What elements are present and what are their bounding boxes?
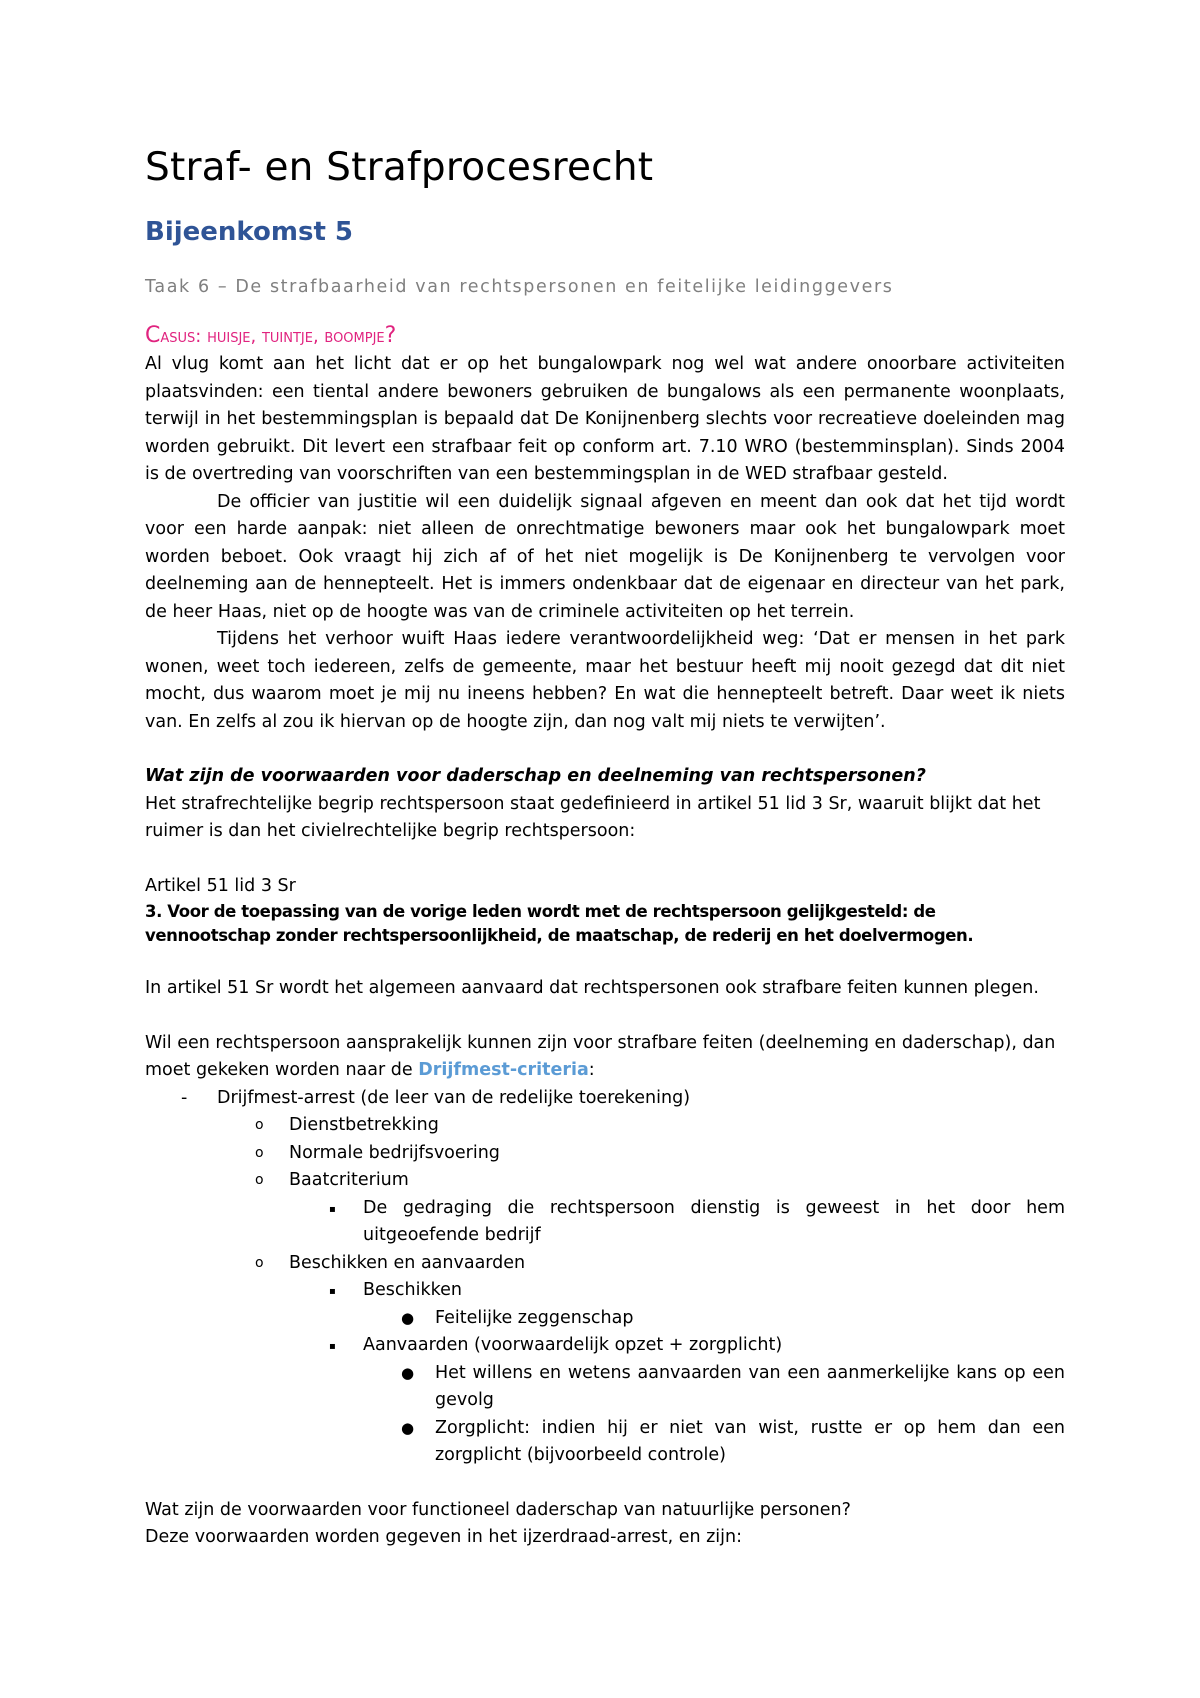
drijfmest-intro-text: Wil een rechtspersoon aansprakelijk kunnen zijn voor strafbare feiten (deelneming en daderschap), dan moet gekeken worden naar de [145, 1032, 1056, 1080]
task-heading: Taak 6 – De strafbaarheid van rechtspersonen en feitelijke leidinggevers [145, 277, 894, 297]
paragraph-drijfmest-intro [145, 1030, 1065, 1085]
list-item-text: Aanvaarden (voorwaardelijk opzet + zorgplicht) [363, 1335, 783, 1355]
list-item [145, 1085, 1065, 1113]
square-marker: ▪ [329, 1286, 336, 1297]
document-title: Straf- en Strafprocesrecht [145, 145, 654, 190]
list-item-text: De gedraging die rechtspersoon dienstig is geweest in het door hem uitgeoefende bedrijf [363, 1197, 1065, 1245]
list-item-text: Beschikken [363, 1280, 462, 1300]
drijfmest-criteria-link[interactable]: Drijfmest-criteria [418, 1060, 589, 1080]
paragraph-casus-1: Al vlug komt aan het licht dat er op het bungalowpark nog wel wat andere onoorbare activiteiten plaatsvinden: een tiental andere bewoners gebruiken de bungalows als een permanente woonplaats, terwijl in het bestemmingsplan is bepaald dat De Konijnenberg slechts voor recreatieve doeleinden mag worden gebruikt. Dit levert een strafbaar feit op conform art. 7.10 WRO (bestemminsplan). Sinds 2004 is de overtreding van voorschriften van een bestemmingsplan in de WED strafbaar gesteld. [145, 354, 1065, 484]
paragraph-definitie: Het strafrechtelijke begrip rechtspersoon staat gedefinieerd in artikel 51 lid 3 Sr, waaruit blijkt dat het ruimer is dan het civielrechtelijke begrip rechtspersoon: [145, 793, 1041, 841]
list-item-text: Drijfmest-arrest (de leer van de redelijke toerekening) [217, 1087, 691, 1108]
paragraph-casus-2: De officier van justitie wil een duidelijk signaal afgeven en meent dan ook dat het tijd wordt voor een harde aanpak: niet alleen de onrechtmatige bewoners maar ook het bungalowpark moet worden beboet. Ook vraagt hij zich af of het niet mogelijk is De Konijnenberg te vervolgen voor deelneming aan de hennepteelt. Het is immers ondenkbaar dat de eigenaar en directeur van het park, de heer Haas, niet op de hoogte was van de criminele activiteiten op het terrein. [145, 491, 1065, 622]
casus-label: asus: huisje, tuintje, boompje [160, 326, 385, 347]
casus-prefix: C [145, 323, 161, 348]
document-subtitle: Bijeenkomst 5 [145, 217, 354, 247]
list-item-text: Normale bedrijfsvoering [289, 1142, 500, 1163]
casus-heading [145, 322, 1065, 351]
list-item-text: Zorgplicht: indien hij er niet van wist, rustte er op hem dan een zorgplicht (bijvoorbeeld controle) [435, 1417, 1065, 1465]
list-item [145, 1360, 1065, 1415]
casus-suffix: ? [384, 323, 397, 348]
square-marker: ▪ [329, 1341, 336, 1352]
list-item [145, 1140, 1065, 1168]
paragraph-ijzerdraad: Deze voorwaarden worden gegeven in het ijzerdraad-arrest, en zijn: [145, 1527, 743, 1547]
list-item-text: Feitelijke zeggenschap [435, 1307, 634, 1328]
circle-marker: o [255, 1117, 264, 1133]
article-text: 3. Voor de toepassing van de vorige leden wordt met de rechtspersoon gelijkgesteld: de vennootschap zonder rechtspersoonlijkheid, de maatschap, de rederij en het doelvermogen. [145, 902, 974, 945]
list-item [145, 1415, 1065, 1470]
circle-marker: o [255, 1172, 264, 1188]
paragraph-artikel-51: In artikel 51 Sr wordt het algemeen aanvaard dat rechtspersonen ook strafbare feiten kunnen plegen. [145, 978, 1039, 998]
bullet-marker: ● [401, 1418, 415, 1437]
drijfmest-intro-colon: : [588, 1060, 595, 1080]
article-heading: Artikel 51 lid 3 Sr [145, 875, 296, 896]
list-item [145, 1195, 1065, 1250]
list-item-text: Beschikken en aanvaarden [289, 1252, 526, 1273]
list-item [145, 1277, 1065, 1305]
list-item-text: Baatcriterium [289, 1170, 409, 1190]
document-content [145, 138, 1065, 1552]
dash-marker: - [181, 1087, 188, 1108]
list-item [145, 1250, 1065, 1278]
list-item-text: Het willens en wetens aanvaarden van een aanmerkelijke kans op een gevolg [435, 1362, 1065, 1410]
criteria-list [145, 1085, 1065, 1470]
list-item [145, 1332, 1065, 1360]
list-item [145, 1305, 1065, 1333]
bullet-marker: ● [401, 1363, 415, 1382]
list-item [145, 1112, 1065, 1140]
circle-marker: o [255, 1144, 264, 1161]
circle-marker: o [255, 1254, 264, 1271]
question-rechtspersonen: Wat zijn de voorwaarden voor daderschap en deelneming van rechtspersonen? [145, 766, 926, 786]
list-item-text: Dienstbetrekking [289, 1115, 439, 1135]
question-natuurlijke-personen: Wat zijn de voorwaarden voor functioneel daderschap van natuurlijke personen? [145, 1499, 851, 1520]
list-item [145, 1167, 1065, 1195]
paragraph-casus-3: Tijdens het verhoor wuift Haas iedere verantwoordelijkheid weg: ‘Dat er mensen in het park wonen, weet toch iedereen, zelfs de gemeente, maar het bestuur heeft mij nooit gezegd dat dit niet mocht, dus waarom moet je mij nu ineens hebben? En wat die hennepteelt betreft. Daar weet ik niets van. En zelfs al zou ik hiervan op de hoogte zijn, dan nog valt mij niets te verwijten’. [145, 629, 1065, 732]
square-marker: ▪ [329, 1203, 336, 1215]
bullet-marker: ● [401, 1308, 415, 1327]
